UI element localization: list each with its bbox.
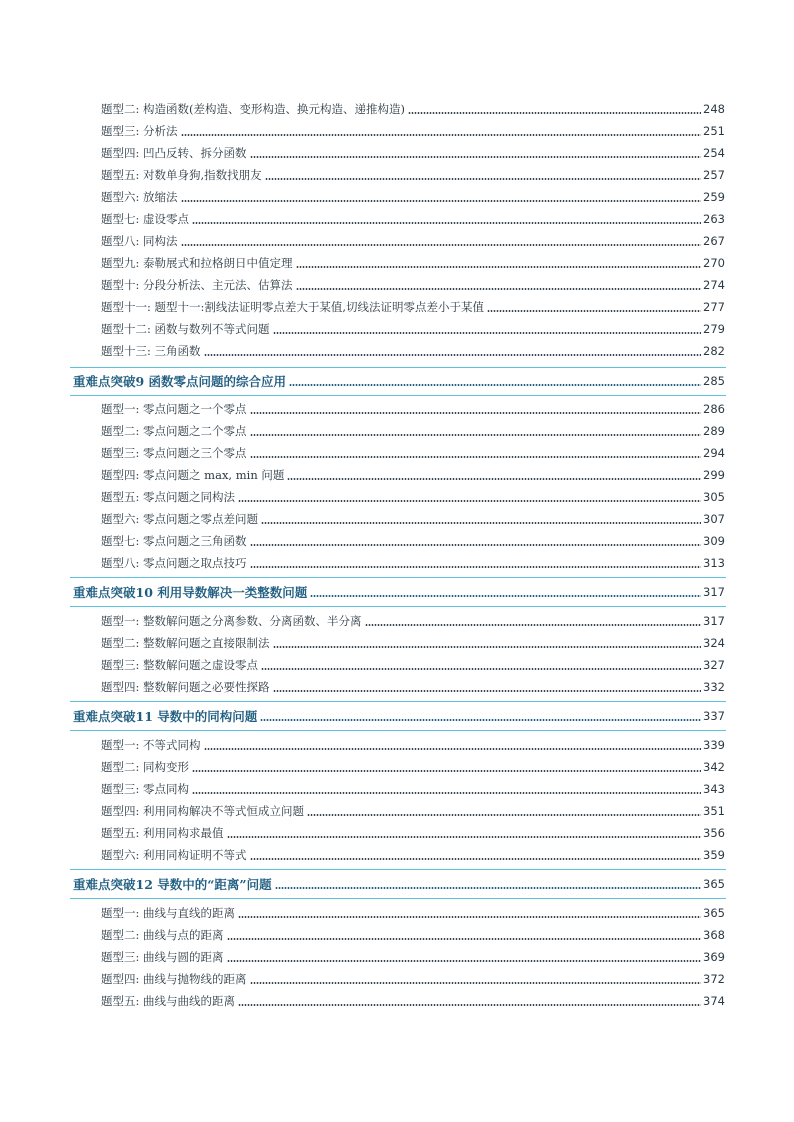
dot-leader — [273, 690, 702, 692]
toc-entry-label: 题型六: 放缩法 — [101, 190, 178, 204]
toc-page-number: 294 — [703, 446, 725, 460]
toc-entry[interactable] — [101, 803, 725, 819]
toc-entry[interactable] — [101, 657, 725, 673]
toc-entry[interactable] — [101, 423, 725, 439]
toc-entry-label: 题型四: 曲线与抛物线的距离 — [101, 972, 247, 986]
dot-leader — [204, 354, 702, 356]
toc-entry[interactable] — [101, 971, 725, 987]
dot-leader — [250, 456, 702, 458]
section-divider — [70, 577, 726, 578]
toc-entry-label: 题型二: 零点问题之二个零点 — [101, 424, 247, 438]
toc-entry[interactable] — [101, 679, 725, 695]
toc-entry-label: 题型九: 泰勒展式和拉格朗日中值定理 — [101, 256, 293, 270]
toc-entry-label: 题型一: 曲线与直线的距离 — [101, 906, 236, 920]
toc-page-number: 359 — [703, 848, 725, 862]
toc-page-number: 332 — [703, 680, 725, 694]
dot-leader — [192, 222, 701, 224]
dot-leader — [365, 624, 702, 626]
toc-page-number: 286 — [703, 402, 725, 416]
toc-entry[interactable] — [101, 343, 725, 359]
section-divider — [70, 869, 726, 870]
toc-page-number: 251 — [703, 124, 725, 138]
toc-page-number: 343 — [703, 782, 725, 796]
toc-entry-label: 重难点突破10 利用导数解决一类整数问题 — [73, 585, 308, 600]
dot-leader — [275, 887, 701, 889]
toc-entry-label: 题型二: 整数解问题之直接限制法 — [101, 636, 270, 650]
dot-leader — [238, 1004, 701, 1006]
toc-entry-label: 题型六: 零点问题之零点差问题 — [101, 512, 259, 526]
toc-entry[interactable] — [101, 781, 725, 797]
dot-leader — [310, 595, 701, 597]
toc-entry[interactable] — [101, 489, 725, 505]
section-divider — [70, 730, 726, 731]
toc-entry[interactable] — [101, 189, 725, 205]
dot-leader — [192, 770, 701, 772]
toc-entry-label: 题型三: 整数解问题之虚设零点 — [101, 658, 259, 672]
toc-entry-label: 题型三: 曲线与圆的距离 — [101, 950, 224, 964]
dot-leader — [181, 134, 702, 136]
toc-page-number: 282 — [703, 344, 725, 358]
dot-leader — [192, 792, 701, 794]
toc-entry-label: 题型四: 凹凸反转、拆分函数 — [101, 146, 247, 160]
toc-entry-label: 题型五: 对数单身狗,指数找朋友 — [101, 168, 262, 182]
toc-entry[interactable] — [101, 277, 725, 293]
toc-entry-label: 题型四: 整数解问题之必要性探路 — [101, 680, 270, 694]
toc-entry[interactable] — [101, 737, 725, 753]
dot-leader — [289, 384, 701, 386]
toc-page-number: 372 — [703, 972, 725, 986]
toc-entry-label: 重难点突破12 导数中的“距离”问题 — [73, 877, 272, 892]
dot-leader — [273, 646, 702, 648]
toc-page-number: 263 — [703, 212, 725, 226]
dot-leader — [250, 566, 702, 568]
toc-entry[interactable] — [101, 511, 725, 527]
toc-section-entry[interactable] — [73, 584, 725, 600]
dot-leader — [250, 982, 702, 984]
section-divider — [70, 606, 726, 607]
toc-page-number: 369 — [703, 950, 725, 964]
toc-entry-label: 题型八: 零点问题之取点技巧 — [101, 556, 247, 570]
toc-entry-label: 重难点突破11 导数中的同构问题 — [73, 709, 258, 724]
toc-entry-label: 题型六: 利用同构证明不等式 — [101, 848, 247, 862]
section-divider — [70, 367, 726, 368]
toc-entry[interactable] — [101, 101, 725, 117]
toc-entry-label: 题型三: 零点问题之三个零点 — [101, 446, 247, 460]
dot-leader — [261, 668, 701, 670]
dot-leader — [260, 719, 701, 721]
toc-page-number: 299 — [703, 468, 725, 482]
toc-page-number: 270 — [703, 256, 725, 270]
dot-leader — [265, 178, 701, 180]
toc-section-entry[interactable] — [73, 708, 725, 724]
toc-entry-label: 题型四: 利用同构解决不等式恒成立问题 — [101, 804, 305, 818]
toc-entry[interactable] — [101, 635, 725, 651]
toc-page-number: 351 — [703, 804, 725, 818]
dot-leader — [261, 522, 701, 524]
toc-page-number: 257 — [703, 168, 725, 182]
toc-entry-label: 题型十一: 题型十一:割线法证明零点差大于某值,切线法证明零点差小于某值 — [101, 300, 485, 314]
toc-page-number: 267 — [703, 234, 725, 248]
toc-page-number: 368 — [703, 928, 725, 942]
dot-leader — [273, 332, 702, 334]
toc-page-number: 365 — [703, 906, 725, 920]
dot-leader — [307, 814, 701, 816]
toc-page-number: 279 — [703, 322, 725, 336]
toc-page-number: 337 — [703, 709, 725, 723]
section-divider — [70, 898, 726, 899]
toc-entry[interactable] — [101, 211, 725, 227]
toc-page-number: 248 — [703, 102, 725, 116]
toc-entry[interactable] — [101, 299, 725, 315]
toc-page-number: 365 — [703, 877, 725, 891]
toc-entry-label: 题型一: 整数解问题之分离参数、分离函数、半分离 — [101, 614, 362, 628]
dot-leader — [181, 200, 702, 202]
toc-page-number: 274 — [703, 278, 725, 292]
toc-entry[interactable] — [101, 321, 725, 337]
toc-page-number: 339 — [703, 738, 725, 752]
toc-page-number: 356 — [703, 826, 725, 840]
toc-page-number: 317 — [703, 585, 725, 599]
toc-entry-label: 题型七: 虚设零点 — [101, 212, 190, 226]
toc-entry-label: 题型二: 同构变形 — [101, 760, 190, 774]
toc-page-number: 259 — [703, 190, 725, 204]
dot-leader — [287, 478, 701, 480]
section-divider — [70, 701, 726, 702]
toc-entry[interactable] — [101, 905, 725, 921]
toc-section-entry[interactable] — [73, 876, 725, 892]
dot-leader — [227, 836, 702, 838]
toc-entry[interactable] — [101, 555, 725, 571]
toc-page-number: 285 — [703, 374, 725, 388]
toc-entry[interactable] — [101, 123, 725, 139]
dot-leader — [238, 500, 701, 502]
toc-entry[interactable] — [101, 401, 725, 417]
toc-page-number: 305 — [703, 490, 725, 504]
toc-entry[interactable] — [101, 613, 725, 629]
dot-leader — [408, 112, 701, 114]
toc-entry[interactable] — [101, 233, 725, 249]
toc-entry[interactable] — [101, 533, 725, 549]
dot-leader — [250, 156, 702, 158]
toc-entry[interactable] — [101, 759, 725, 775]
toc-entry-label: 题型一: 不等式同构 — [101, 738, 201, 752]
toc-entry-label: 题型五: 利用同构求最值 — [101, 826, 224, 840]
toc-entry-label: 题型二: 构造函数(差构造、变形构造、换元构造、递推构造) — [101, 102, 406, 116]
toc-section-entry[interactable] — [73, 373, 725, 389]
toc-entry-label: 题型七: 零点问题之三角函数 — [101, 534, 247, 548]
dot-leader — [250, 858, 702, 860]
dot-leader — [227, 960, 702, 962]
toc-entry-label: 题型八: 同构法 — [101, 234, 178, 248]
toc-entry-label: 重难点突破9 函数零点问题的综合应用 — [73, 374, 287, 389]
dot-leader — [250, 412, 702, 414]
dot-leader — [227, 938, 702, 940]
toc-page-number: 289 — [703, 424, 725, 438]
dot-leader — [487, 310, 701, 312]
dot-leader — [181, 244, 702, 246]
toc-entry[interactable] — [101, 145, 725, 161]
toc-entry[interactable] — [101, 467, 725, 483]
toc-entry-label: 题型四: 零点问题之 max, min 问题 — [101, 468, 285, 482]
toc-entry[interactable] — [101, 927, 725, 943]
dot-leader — [204, 748, 702, 750]
toc-page-number: 327 — [703, 658, 725, 672]
dot-leader — [296, 266, 702, 268]
toc-page-number: 309 — [703, 534, 725, 548]
toc-entry[interactable] — [101, 255, 725, 271]
toc-entry-label: 题型二: 曲线与点的距离 — [101, 928, 224, 942]
toc-entry-label: 题型十三: 三角函数 — [101, 344, 201, 358]
toc-page-number: 342 — [703, 760, 725, 774]
toc-entry[interactable] — [101, 445, 725, 461]
toc-entry[interactable] — [101, 825, 725, 841]
toc-entry-label: 题型五: 曲线与曲线的距离 — [101, 994, 236, 1008]
toc-page-number: 313 — [703, 556, 725, 570]
toc-page-number: 307 — [703, 512, 725, 526]
dot-leader — [296, 288, 702, 290]
dot-leader — [238, 916, 701, 918]
toc-page-number: 277 — [703, 300, 725, 314]
toc-entry[interactable] — [101, 993, 725, 1009]
toc-entry-label: 题型一: 零点问题之一个零点 — [101, 402, 247, 416]
toc-page-number: 254 — [703, 146, 725, 160]
toc-page-number: 374 — [703, 994, 725, 1008]
dot-leader — [250, 544, 702, 546]
toc-page-number: 324 — [703, 636, 725, 650]
toc-entry[interactable] — [101, 847, 725, 863]
section-divider — [70, 395, 726, 396]
dot-leader — [250, 434, 702, 436]
toc-entry-label: 题型五: 零点问题之同构法 — [101, 490, 236, 504]
toc-entry-label: 题型三: 零点同构 — [101, 782, 190, 796]
toc-entry-label: 题型十: 分段分析法、主元法、估算法 — [101, 278, 293, 292]
toc-page-number: 317 — [703, 614, 725, 628]
toc-entry[interactable] — [101, 167, 725, 183]
toc-entry[interactable] — [101, 949, 725, 965]
toc-entry-label: 题型十二: 函数与数列不等式问题 — [101, 322, 270, 336]
toc-entry-label: 题型三: 分析法 — [101, 124, 178, 138]
